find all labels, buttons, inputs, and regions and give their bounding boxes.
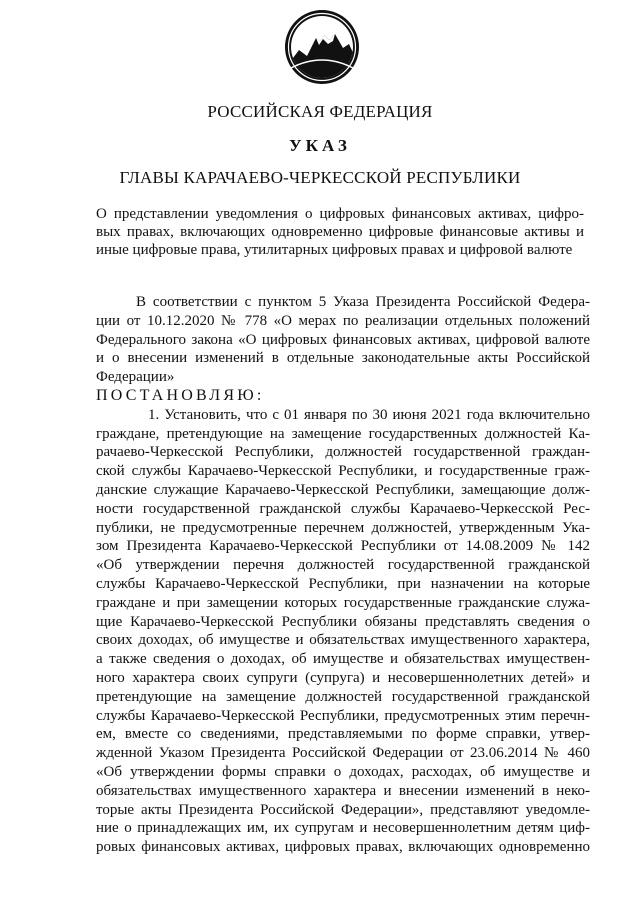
resolve-heading: ПОСТАНОВЛЯЮ:	[96, 386, 265, 404]
paragraph-line: «Об утверждении формы справки о доходах, расходах, об имуществе и	[96, 763, 590, 780]
country-heading: РОССИЙСКАЯ ФЕДЕРАЦИЯ	[207, 102, 433, 121]
paragraph-line: ем, вместе со сведениями, представляемыми по форме справки, утвер-	[96, 726, 590, 743]
preamble-line: Федерального закона «О цифровых финансовых активах, цифровой валюте	[96, 331, 590, 348]
paragraph-line: публики, не предусмотренные перечнем должностей, утвержденным Ука-	[96, 519, 590, 536]
subject-line: вых правах, включающих одновременно цифровые финансовые активы и	[96, 224, 584, 240]
paragraph-line: а также сведения о доходах, об имуществе и обязательствах имуществен-	[96, 651, 590, 668]
preamble-line: ции от 10.12.2020 № 778 «О мерах по реализации отдельных положений	[96, 312, 590, 329]
paragraph-line: службы Карачаево-Черкесской Республики, при назначении на которые	[96, 575, 590, 592]
decree-subject	[96, 205, 584, 259]
paragraph-line: ровых финансовых активах, цифровых правах, включающих одновременно	[96, 839, 590, 856]
paragraph-line: обязательствах имущественного характера и внесении изменений в неко-	[96, 782, 590, 799]
preamble-line: Федерации»	[96, 369, 175, 386]
issuer-heading: ГЛАВЫ КАРАЧАЕВО-ЧЕРКЕССКОЙ РЕСПУБЛИКИ	[119, 168, 521, 187]
paragraph-line: торые акты Президента Российской Федерации», представляют уведомле-	[96, 801, 590, 818]
paragraph-line: своих доходах, об имуществе и обязательствах имущественного характера,	[96, 632, 590, 649]
subject-line: О представлении уведомления о цифровых финансовых активах, цифро-	[96, 206, 584, 222]
paragraph-line: жденной Указом Президента Российской Федерации от 23.06.2014 № 460	[96, 745, 590, 762]
paragraph-line: ного характера своих супруги (супруга) и несовершеннолетних детей» и	[96, 669, 590, 686]
paragraph-line: щие Карачаево-Черкесской Республики обязаны представлять сведения о	[96, 613, 590, 630]
paragraph-line: ской службы Карачаево-Черкесской Республики, и государственные граж-	[96, 463, 590, 480]
paragraph-line: ности государственной гражданской службы Карачаево-Черкесской Рес-	[96, 500, 590, 517]
paragraph-line: претендующие на замещение должностей государственной гражданской	[96, 688, 590, 705]
coat-of-arms-emblem	[283, 8, 361, 86]
paragraph-line: данские служащие Карачаево-Черкесской Республики, замещающие долж-	[96, 481, 590, 498]
paragraph-line: рачаево-Черкесской Республики, должностей государственной граждан-	[96, 444, 590, 461]
paragraph-line: «Об утверждении перечня должностей государственной гражданской	[96, 557, 590, 574]
paragraph-line: граждане и при замещении которых государственные гражданские служа-	[96, 594, 590, 611]
paragraph-line: службы Карачаево-Черкесской Республики, предусмотренных этим перечн-	[96, 707, 590, 724]
preamble-line: В соответствии с пунктом 5 Указа Президента Российской Федера-	[136, 294, 590, 310]
paragraph-line: зом Президента Карачаево-Черкесской Республики от 14.08.2009 № 142	[96, 538, 590, 555]
preamble-line: и о внесении изменений в отдельные законодательные акты Российской	[96, 350, 590, 367]
decree-body	[96, 293, 590, 857]
paragraph-line: 1. Установить, что с 01 января по 30 июня 2021 года включительно	[148, 406, 590, 423]
subject-line: иные цифровые права, утилитарных цифровых правах и цифровой валюте	[96, 242, 573, 258]
paragraph-line: граждане, претендующие на замещение государственных должностей Ка-	[96, 425, 590, 442]
document-type-heading: УКАЗ	[289, 136, 351, 155]
paragraph-line: ние о принадлежащих им, их супругам и несовершеннолетним детям циф-	[96, 820, 590, 837]
